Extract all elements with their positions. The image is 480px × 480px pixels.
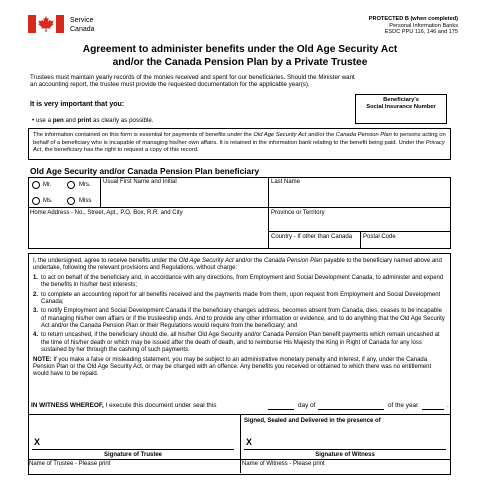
agreement-intro	[33, 258, 446, 273]
witness-period: .	[447, 402, 449, 409]
item-number: 4.	[33, 332, 39, 339]
witness-statement	[31, 402, 216, 410]
first-name-field[interactable]	[100, 177, 269, 208]
protected-label: PROTECTED B (when completed)	[368, 16, 458, 22]
form-title	[40, 44, 440, 70]
department-name-line1: Service	[70, 17, 94, 24]
instruction-bullet	[32, 117, 154, 124]
trustee-name-rule	[28, 459, 240, 460]
bullet-text-3: as clearly as possible.	[91, 117, 154, 124]
trustee-signature-line[interactable]	[32, 449, 234, 450]
witness-signature-label: Signature of Witness	[315, 452, 375, 458]
info-privacy: Privacy Act	[33, 139, 445, 154]
trustee-name-field[interactable]: Name of Trustee - Please print	[29, 461, 111, 467]
department-name-line2: Canada	[70, 26, 95, 34]
info-bank-codes: ESDC PPU 116, 146 and 175	[384, 29, 458, 36]
item-text: to act on behalf of the beneficiary and, in accordance with any directions, from Employment and Social Development Canada, to administer and expend the benefits in his/her best interests;	[41, 274, 444, 289]
ms-label: Ms.	[43, 198, 53, 204]
country-field[interactable]	[268, 231, 361, 249]
info-text-2: and/or the	[306, 132, 336, 138]
protected-notice	[369, 16, 458, 36]
mr-label: Mr.	[43, 182, 52, 188]
item-text: to complete an accounting report for all benefits received and the payments made from them, upon request from Employment and Social Development Canada;	[41, 291, 441, 305]
info-text-4: , the beneficiary has the right to request a copy of this record.	[41, 147, 199, 154]
year-label: of the year	[388, 402, 419, 409]
day-of-label: day of	[298, 402, 316, 409]
miss-radio[interactable]	[67, 197, 75, 205]
province-label: Province or Territory	[271, 210, 325, 216]
mrs-radio[interactable]	[67, 181, 75, 189]
canada-flag-logo	[28, 15, 64, 33]
item-number: 2.	[33, 291, 39, 298]
bullet-print: print	[77, 117, 92, 124]
info-oas: Old Age Security Act	[253, 132, 307, 138]
ms-radio[interactable]	[32, 197, 40, 205]
sin-label-line1: Beneficiary's	[383, 97, 419, 103]
first-name-label: Usual First Name and Initial	[103, 179, 177, 185]
last-name-field[interactable]	[268, 177, 451, 208]
witness-signature-line[interactable]	[244, 449, 446, 450]
signature-row	[28, 414, 451, 472]
witness-name-field[interactable]: Name of Witness - Please print	[242, 461, 325, 467]
privacy-info-box	[28, 128, 451, 160]
undertakings-list	[33, 275, 446, 355]
important-heading: It is very important that you:	[30, 101, 125, 108]
beneficiary-section-title: Old Age Security and/or Canada Pension Plan beneficiary	[30, 166, 260, 176]
form-title-line1: Agreement to administer benefits under the Old Age Security Act	[82, 44, 398, 55]
sin-field[interactable]	[355, 94, 447, 124]
signed-sealed-label: Signed, Sealed and Delivered in the presence of	[244, 418, 381, 424]
list-item	[33, 308, 446, 330]
item-text: to notify Employment and Social Development Canada if the beneficiary changes address, becomes absent from Canada, dies, ceases to be incapable of managing his/her own affairs or if the trusteeship ends. And to provide any other information or evidence, and to do anything that the Old Age Security Act and/or the Canada Pension Plan or their Regulations would require from the beneficiary; and	[41, 308, 445, 329]
page-header	[28, 14, 458, 40]
trustee-signature-label: Signature of Trustee	[103, 452, 162, 458]
beneficiary-form	[28, 177, 451, 249]
miss-label: Miss	[79, 198, 92, 204]
list-item	[33, 275, 446, 290]
bullet-pen: pen	[52, 117, 64, 124]
country-label: Country - If other than Canada	[271, 234, 353, 240]
day-input[interactable]	[268, 409, 294, 410]
info-text-1: The information contained on this form is essential for payments of benefits under the	[33, 132, 254, 138]
mr-radio[interactable]	[32, 181, 40, 189]
trustee-x-mark: X	[34, 437, 41, 447]
witness-text: I execute this document under seal this	[103, 402, 217, 409]
province-field[interactable]	[268, 207, 451, 232]
last-name-label: Last Name	[271, 179, 301, 185]
note-paragraph	[33, 357, 446, 379]
info-text-3: to persons acting on behalf of a beneficiary who is incapable of managing his/her own affairs. It is retained in the information bank relating to the benefit being paid. Under the	[33, 132, 446, 146]
witness-x-mark: X	[246, 437, 253, 447]
signature-divider	[240, 415, 241, 473]
home-address-field[interactable]	[28, 207, 269, 249]
home-address-label: Home Address - No., Street, Apt., P.O. Box, R.R. and City	[30, 210, 183, 216]
witness-label: IN WITNESS WHEREOF,	[31, 402, 104, 409]
year-input[interactable]	[422, 409, 444, 410]
agreement-intro-text-3: payable to the beneficiary named above and undertake, following the relevant provisions and Regulations, without charge:	[33, 258, 442, 272]
bullet-text-2: and	[63, 117, 78, 124]
info-cpp: Canada Pension Plan	[335, 132, 392, 138]
agreement-intro-text-2: and/or the	[233, 258, 265, 264]
form-title-line2: and/or the Canada Pension Plan by a Private Trustee	[112, 56, 368, 68]
list-item	[33, 292, 446, 307]
note-text: If you make a false or misleading statement, you may be subject to an administrative monetary penalty and interest, if any, under the Canada Pension Plan or the Old Age Security Act, or may be charged with an offence. Any benefits you received or obtained to which there was no entitlement would have to be repaid.	[33, 356, 432, 378]
sin-label-line2: Social Insurance Number	[366, 104, 436, 111]
item-text: to return uncashed, if the beneficiary should die, all his/her Old Age Security and/or Canada Pension Plan benefit payments which remain uncashed at the time of his/her death or which may be issued after the death of death, and to reimburse His Majesty the King in Right of Canada for any loss sustained by her through the cashing of such payments.	[41, 332, 440, 354]
agreement-intro-oas: Old Age Security Act	[178, 258, 234, 264]
postal-code-field[interactable]	[360, 231, 451, 249]
witness-name-rule	[240, 459, 451, 460]
department-name	[70, 16, 95, 35]
list-item	[33, 332, 446, 354]
intro-text: Trustees must maintain yearly records of the monies received and spent for our beneficiaries. Should the Minister want an accounting report, the trustee must provide the requested documentation for the applicable year(s).	[30, 74, 355, 89]
bullet-icon: •	[32, 117, 36, 124]
note-label: NOTE:	[33, 356, 52, 363]
maple-leaf-icon	[37, 16, 55, 32]
month-input[interactable]	[318, 409, 384, 410]
agreement-intro-text-1: I, the undersigned, agree to receive benefits under the	[33, 258, 179, 264]
item-number: 3.	[33, 308, 39, 315]
agreement-intro-cpp: Canada Pension Plan	[264, 258, 323, 264]
mrs-label: Mrs.	[79, 182, 91, 188]
postal-code-label: Postal Code	[363, 234, 396, 240]
info-bank-label: Personal Information Banks	[389, 22, 458, 29]
item-number: 1.	[33, 274, 39, 281]
bullet-text-1: use a	[35, 117, 53, 124]
